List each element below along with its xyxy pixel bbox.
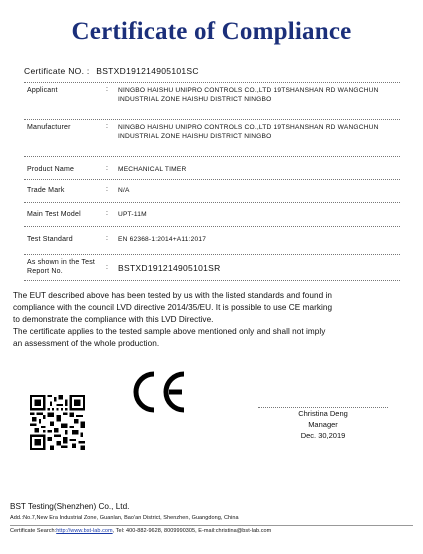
footer-website-link[interactable]: http://www.bst-lab.com [56, 528, 113, 534]
row-product-name [24, 156, 400, 180]
certificate-number-label: Certificate NO. : [24, 66, 90, 76]
row-value: EN 62368-1:2014+A11:2017 [118, 236, 207, 243]
row-colon: : [106, 210, 108, 217]
statement-line: to demonstrate the compliance with this LVD Directive. [13, 315, 214, 324]
signatory-title: Manager [308, 420, 338, 429]
row-colon: : [106, 86, 108, 93]
row-label: Test Standard [27, 236, 73, 243]
row-label: Main Test Model [27, 211, 81, 218]
certificate-number [24, 66, 203, 76]
row-value: NINGBO HAISHU UNIPRO CONTROLS CO.,LTD 19TSHANSHAN RD WANGCHUN INDUSTRIAL ZONE HAISHU DISTRICT NINGBO [118, 124, 379, 140]
statement-line: The certificate applies to the tested sample above mentioned only and shall not imply [13, 327, 326, 336]
footer-divider [10, 525, 413, 526]
row-colon: : [106, 235, 108, 242]
row-manufacturer [24, 119, 400, 157]
statement-line: compliance with the council LVD directive 2014/35/EU. It is possible to use CE marking [13, 303, 333, 312]
row-label: Product Name [27, 166, 75, 173]
row-label: Applicant [27, 87, 58, 94]
footer-company-name: BST Testing(Shenzhen) Co., Ltd. [10, 502, 130, 511]
row-colon: : [106, 186, 108, 193]
signature-date: Dec. 30,2019 [300, 431, 346, 440]
qr-code-icon [30, 395, 85, 450]
statement-paragraph [13, 290, 413, 350]
row-colon: : [106, 165, 108, 172]
row-label: Manufacturer [27, 124, 71, 131]
row-value: MECHANICAL TIMER [118, 166, 187, 173]
row-applicant [24, 82, 400, 120]
footer-search-label: Certificate Search: [10, 528, 57, 534]
row-test-standard [24, 226, 400, 255]
certificate-number-value: BSTXD191214905101SC [96, 66, 199, 76]
signatory-name: Christina Deng [298, 409, 348, 418]
row-value: N/A [118, 187, 130, 194]
footer-contact-details: , Tel: 400-882-9628, 8009990305, E-mail:christina@bst-lab.com [112, 528, 272, 534]
ce-mark-icon [128, 368, 190, 416]
row-value: NINGBO HAISHU UNIPRO CONTROLS CO.,LTD 19TSHANSHAN RD WANGCHUN INDUSTRIAL ZONE HAISHU DISTRICT NINGBO [118, 87, 379, 103]
signature-block [258, 407, 388, 441]
row-label: As shown in the Test Report No. [27, 259, 96, 275]
row-trade-mark [24, 179, 400, 203]
row-value: UPT-11M [118, 211, 147, 218]
statement-line: The EUT described above has been tested by us with the listed standards and found in [13, 291, 333, 300]
row-colon: : [106, 123, 108, 130]
certificate-title: Certificate of Compliance [71, 18, 352, 45]
row-main-test-model [24, 202, 400, 227]
statement-line: an assessment of the whole production. [13, 339, 160, 348]
row-test-report-no [24, 254, 400, 281]
row-label: Trade Mark [27, 187, 65, 194]
footer-contact [10, 528, 271, 534]
footer-address: Add.:No.7,New Era Industrial Zone, Guanlan, Bao'an District, Shenzhen, Guangdong, China [10, 515, 239, 521]
row-value: BSTXD191214905101SR [118, 263, 221, 273]
row-colon: : [106, 264, 108, 271]
